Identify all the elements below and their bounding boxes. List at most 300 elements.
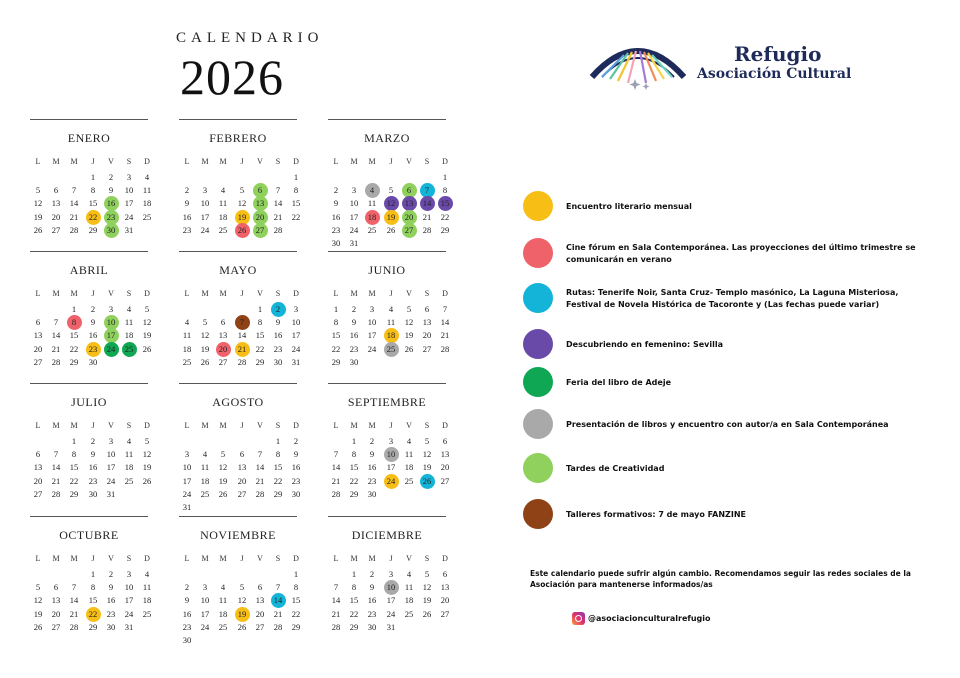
- day-cell: 25: [404, 475, 414, 486]
- day-cell: 7: [234, 316, 250, 329]
- day-cell: 12: [33, 198, 43, 209]
- day-cell: 28: [273, 224, 283, 235]
- day-cell: 24: [182, 488, 192, 499]
- weekday-label: M: [368, 421, 376, 430]
- day-cell: 24: [383, 475, 399, 488]
- legend-color-dot: [523, 453, 553, 483]
- weekday-label: M: [52, 554, 60, 563]
- day-cell: 18: [404, 595, 414, 606]
- weekday-label: S: [424, 421, 430, 430]
- weekday-label: M: [219, 289, 227, 298]
- day-cell: 18: [383, 329, 399, 342]
- weekday-header: [328, 157, 446, 169]
- weekday-label: S: [424, 554, 430, 563]
- legend-color-dot: [523, 499, 553, 529]
- day-cell: 23: [88, 475, 98, 486]
- day-cell: 29: [440, 224, 450, 235]
- day-cell: 20: [440, 595, 450, 606]
- weekday-label: L: [184, 554, 190, 563]
- day-cell: 9: [351, 317, 357, 328]
- day-cell: 2: [90, 436, 96, 446]
- day-cell: 3: [126, 569, 132, 579]
- legend-color-dot: [523, 367, 553, 397]
- day-cell: 3: [351, 185, 357, 196]
- day-cell: 13: [440, 449, 450, 460]
- day-cell: 1: [257, 304, 263, 314]
- day-cell: 26: [237, 621, 247, 632]
- day-cell: 14: [273, 198, 283, 209]
- day-cell: 21: [331, 475, 341, 486]
- day-cell: 24: [124, 608, 134, 619]
- day-cell: 20: [237, 475, 247, 486]
- day-cell: 27: [440, 475, 450, 486]
- day-cell: 16: [349, 330, 359, 341]
- weekday-label: J: [91, 289, 95, 298]
- day-cell: 17: [106, 462, 116, 473]
- weekday-label: V: [108, 157, 114, 166]
- weekday-label: V: [257, 421, 263, 430]
- day-cell: 22: [291, 608, 301, 619]
- legend-item: [523, 238, 923, 270]
- day-cell: 21: [234, 343, 250, 356]
- day-cell: 30: [367, 621, 377, 632]
- day-cell: 20: [33, 343, 43, 354]
- day-cell: 11: [124, 317, 134, 328]
- day-cell: 25: [142, 608, 152, 619]
- weekday-label: J: [240, 157, 244, 166]
- day-cell: 20: [255, 608, 265, 619]
- day-cell: 9: [184, 595, 190, 606]
- month-name: OCTUBRE: [59, 528, 119, 542]
- day-cell: 15: [88, 595, 98, 606]
- weekday-label: D: [293, 289, 299, 298]
- day-cell: 22: [349, 475, 359, 486]
- day-cell: 16: [367, 462, 377, 473]
- weekday-label: M: [219, 421, 227, 430]
- day-cell: 31: [182, 502, 192, 512]
- day-cell: 4: [388, 304, 394, 314]
- day-cell: 6: [220, 317, 226, 328]
- day-cell: 11: [142, 582, 152, 593]
- day-cell: 28: [422, 224, 432, 235]
- day-cell: 16: [367, 595, 377, 606]
- weekday-header: [328, 289, 446, 301]
- weekday-label: S: [275, 421, 281, 430]
- day-cell: 11: [182, 330, 192, 341]
- day-cell: 18: [218, 608, 228, 619]
- day-cell: 10: [106, 449, 116, 460]
- day-cell: 23: [182, 224, 192, 235]
- weekday-label: V: [108, 421, 114, 430]
- day-cell: 15: [291, 595, 301, 606]
- legend-text: Encuentro literario mensual: [566, 202, 692, 211]
- day-cell: 19: [422, 462, 432, 473]
- day-cell: 5: [35, 582, 41, 593]
- day-cell: 31: [386, 621, 396, 632]
- day-cell: 18: [218, 211, 228, 222]
- day-cell: 21: [51, 475, 61, 486]
- day-cell: 21: [440, 330, 450, 341]
- day-cell: 10: [291, 317, 301, 328]
- day-cell: 20: [33, 475, 43, 486]
- day-cell: 16: [106, 595, 116, 606]
- weekday-label: V: [257, 289, 263, 298]
- day-cell: 14: [440, 317, 450, 328]
- day-cell: 5: [424, 436, 430, 446]
- day-cell: 12: [237, 198, 247, 209]
- day-cell: 28: [255, 488, 265, 499]
- day-cell: 26: [422, 608, 432, 619]
- weekday-label: S: [424, 157, 430, 166]
- day-cell: 31: [349, 238, 359, 248]
- weekday-label: M: [70, 421, 78, 430]
- day-cell: 6: [442, 569, 448, 579]
- day-cell: 24: [200, 621, 210, 632]
- day-cell: 16: [182, 608, 192, 619]
- day-cell: 27: [252, 224, 268, 237]
- weekday-header: [328, 421, 446, 433]
- day-cell: 27: [218, 356, 228, 367]
- day-cell: 3: [369, 304, 375, 314]
- day-cell: 28: [69, 224, 79, 235]
- day-cell: 14: [331, 462, 341, 473]
- day-cell: 15: [69, 462, 79, 473]
- day-cell: 5: [406, 304, 412, 314]
- day-cell: 8: [71, 449, 77, 460]
- day-cell: 22: [69, 475, 79, 486]
- day-cell: 13: [401, 197, 417, 210]
- day-cell: 17: [291, 330, 301, 341]
- day-cell: 13: [33, 462, 43, 473]
- day-cell: 21: [69, 608, 79, 619]
- legend-text: Talleres formativos: 7 de mayo FANZINE: [566, 510, 746, 519]
- day-cell: 12: [142, 317, 152, 328]
- day-cell: 19: [200, 343, 210, 354]
- day-cell: 5: [35, 185, 41, 196]
- day-cell: 15: [349, 462, 359, 473]
- day-cell: 26: [200, 356, 210, 367]
- weekday-label: J: [240, 289, 244, 298]
- day-cell: 31: [124, 621, 134, 632]
- day-cell: 19: [383, 211, 399, 224]
- day-cell: 6: [442, 436, 448, 446]
- day-cell: 28: [51, 356, 61, 367]
- day-cell: 27: [401, 224, 417, 237]
- day-cell: 9: [293, 449, 299, 460]
- day-cell: 19: [234, 211, 250, 224]
- day-cell: 2: [369, 569, 375, 579]
- month-divider: [179, 119, 297, 120]
- weekday-label: D: [144, 554, 150, 563]
- day-cell: 3: [388, 436, 394, 446]
- legend-text: Tardes de Creatividad: [566, 464, 665, 473]
- day-cell: 4: [184, 317, 190, 328]
- weekday-label: S: [275, 554, 281, 563]
- calendar-title: CALENDARIO: [176, 30, 324, 46]
- month-name: ABRIL: [69, 263, 109, 277]
- day-cell: 1: [442, 172, 448, 182]
- day-cell: 3: [126, 172, 132, 182]
- day-cell: 16: [88, 330, 98, 341]
- weekday-label: M: [201, 289, 209, 298]
- month-name: JULIO: [71, 395, 107, 409]
- legend-color-dot: [523, 283, 553, 313]
- weekday-label: L: [35, 289, 41, 298]
- weekday-label: V: [257, 554, 263, 563]
- disclaimer-note: Este calendario puede sufrir algún cambio. Recomendamos seguir las redes sociales de la Asociación para mantenerse informados/as: [530, 569, 911, 589]
- weekday-label: L: [184, 289, 190, 298]
- day-cell: 10: [367, 317, 377, 328]
- day-cell: 4: [364, 184, 380, 197]
- day-cell: 29: [273, 488, 283, 499]
- day-cell: 13: [252, 197, 268, 210]
- day-cell: 17: [182, 475, 192, 486]
- day-cell: 30: [88, 356, 98, 367]
- day-cell: 4: [220, 582, 226, 593]
- weekday-label: M: [52, 421, 60, 430]
- day-cell: 8: [293, 185, 299, 196]
- day-cell: 12: [404, 317, 414, 328]
- day-cell: 6: [35, 317, 41, 328]
- day-cell: 13: [440, 582, 450, 593]
- day-cell: 3: [108, 304, 114, 314]
- day-cell: 1: [293, 569, 299, 579]
- weekday-label: V: [108, 554, 114, 563]
- day-cell: 18: [142, 595, 152, 606]
- day-cell: 4: [126, 304, 132, 314]
- weekday-label: V: [406, 421, 412, 430]
- weekday-label: V: [257, 157, 263, 166]
- legend-item: [523, 367, 923, 399]
- weekday-label: V: [406, 157, 412, 166]
- legend-text: Feria del libro de Adeje: [566, 378, 672, 387]
- day-cell: 26: [33, 621, 43, 632]
- day-cell: 18: [124, 330, 134, 341]
- day-cell: 6: [252, 184, 268, 197]
- legend-text: Cine fórum en Sala Contemporánea. Las proyecciones del último trimestre se comunicarán en verano: [566, 243, 916, 264]
- day-cell: 17: [124, 198, 134, 209]
- legend-item: [523, 409, 923, 441]
- weekday-label: M: [201, 421, 209, 430]
- day-cell: 23: [331, 224, 341, 235]
- weekday-label: S: [275, 157, 281, 166]
- day-cell: 2: [351, 304, 357, 314]
- day-cell: 30: [349, 356, 359, 367]
- day-cell: 3: [108, 436, 114, 446]
- day-cell: 7: [275, 185, 281, 196]
- month-name: SEPTIEMBRE: [347, 395, 427, 409]
- month-divider: [30, 383, 148, 384]
- day-cell: 11: [404, 449, 414, 460]
- weekday-header: [179, 289, 297, 301]
- day-cell: 1: [351, 569, 357, 579]
- day-cell: 25: [218, 224, 228, 235]
- month-divider: [30, 516, 148, 517]
- legend-color-dot: [523, 329, 553, 359]
- day-cell: 12: [142, 449, 152, 460]
- day-cell: 29: [349, 621, 359, 632]
- day-cell: 24: [386, 608, 396, 619]
- day-cell: 28: [440, 343, 450, 354]
- day-cell: 17: [200, 608, 210, 619]
- legend-text: Rutas: Tenerife Noir, Santa Cruz- Templo masónico, La Laguna Misteriosa, Festival de Novela Histórica de Tacoronte y (Las fechas puede variar): [566, 288, 899, 309]
- day-cell: 16: [103, 197, 119, 210]
- day-cell: 2: [184, 582, 190, 593]
- day-cell: 17: [349, 211, 359, 222]
- day-cell: 8: [90, 185, 96, 196]
- day-cell: 29: [69, 488, 79, 499]
- day-cell: 24: [200, 224, 210, 235]
- day-cell: 9: [108, 582, 114, 593]
- month-divider: [179, 383, 297, 384]
- day-cell: 11: [124, 449, 134, 460]
- day-cell: 17: [103, 329, 119, 342]
- weekday-header: [30, 289, 148, 301]
- month-divider: [179, 516, 297, 517]
- month-divider: [30, 251, 148, 252]
- day-cell: 19: [33, 608, 43, 619]
- day-cell: 11: [386, 317, 396, 328]
- day-cell: 2: [270, 303, 286, 316]
- day-cell: 3: [293, 304, 299, 314]
- day-cell: 8: [351, 449, 357, 460]
- day-cell: 31: [291, 356, 301, 367]
- day-cell: 28: [69, 621, 79, 632]
- day-cell: 20: [422, 330, 432, 341]
- day-cell: 21: [422, 211, 432, 222]
- weekday-label: D: [442, 554, 448, 563]
- day-cell: 9: [333, 198, 339, 209]
- day-cell: 22: [291, 211, 301, 222]
- day-cell: 5: [424, 569, 430, 579]
- day-cell: 27: [51, 224, 61, 235]
- day-cell: 28: [237, 356, 247, 367]
- day-cell: 12: [218, 462, 228, 473]
- day-cell: 5: [144, 304, 150, 314]
- legend-color-dot: [523, 238, 553, 268]
- weekday-label: D: [442, 289, 448, 298]
- day-cell: 1: [90, 172, 96, 182]
- day-cell: 26: [218, 488, 228, 499]
- day-cell: 8: [351, 582, 357, 593]
- day-cell: 19: [33, 211, 43, 222]
- weekday-label: D: [144, 157, 150, 166]
- weekday-header: [328, 554, 446, 566]
- day-cell: 3: [388, 569, 394, 579]
- day-cell: 3: [184, 449, 190, 460]
- day-cell: 13: [255, 595, 265, 606]
- instagram-handle: @asociacionculturalrefugio: [588, 614, 711, 623]
- day-cell: 15: [273, 462, 283, 473]
- day-cell: 25: [367, 224, 377, 235]
- weekday-label: V: [406, 554, 412, 563]
- day-cell: 26: [142, 475, 152, 486]
- day-cell: 30: [291, 488, 301, 499]
- day-cell: 21: [273, 608, 283, 619]
- weekday-label: L: [333, 554, 339, 563]
- day-cell: 15: [255, 330, 265, 341]
- day-cell: 7: [333, 449, 339, 460]
- day-cell: 2: [108, 172, 114, 182]
- weekday-label: J: [91, 421, 95, 430]
- month-divider: [179, 251, 297, 252]
- day-cell: 3: [202, 185, 208, 196]
- day-cell: 15: [349, 595, 359, 606]
- day-cell: 6: [401, 184, 417, 197]
- weekday-label: S: [126, 157, 132, 166]
- day-cell: 27: [440, 608, 450, 619]
- day-cell: 7: [275, 582, 281, 593]
- day-cell: 29: [331, 356, 341, 367]
- day-cell: 1: [351, 436, 357, 446]
- day-cell: 22: [85, 608, 101, 621]
- month-name: MARZO: [364, 131, 410, 145]
- day-cell: 5: [144, 436, 150, 446]
- day-cell: 7: [71, 582, 77, 593]
- day-cell: 22: [273, 475, 283, 486]
- day-cell: 25: [124, 475, 134, 486]
- weekday-label: S: [424, 289, 430, 298]
- month-name: DICIEMBRE: [351, 528, 423, 542]
- day-cell: 27: [255, 621, 265, 632]
- day-cell: 1: [71, 436, 77, 446]
- day-cell: 14: [419, 197, 435, 210]
- day-cell: 5: [220, 449, 226, 460]
- day-cell: 4: [406, 436, 412, 446]
- day-cell: 19: [142, 330, 152, 341]
- legend-color-dot: [523, 191, 553, 221]
- day-cell: 1: [333, 304, 339, 314]
- day-cell: 1: [293, 172, 299, 182]
- legend-text: Descubriendo en femenino: Sevilla: [566, 340, 724, 349]
- day-cell: 14: [237, 330, 247, 341]
- day-cell: 7: [53, 317, 59, 328]
- day-cell: 7: [71, 185, 77, 196]
- day-cell: 17: [367, 330, 377, 341]
- weekday-header: [30, 421, 148, 433]
- day-cell: 18: [200, 475, 210, 486]
- day-cell: 24: [106, 475, 116, 486]
- day-cell: 15: [88, 198, 98, 209]
- weekday-label: D: [144, 289, 150, 298]
- day-cell: 22: [349, 608, 359, 619]
- day-cell: 29: [88, 224, 98, 235]
- day-cell: 29: [88, 621, 98, 632]
- day-cell: 9: [369, 582, 375, 593]
- month-name: MAYO: [219, 263, 257, 277]
- day-cell: 16: [331, 211, 341, 222]
- weekday-label: J: [240, 554, 244, 563]
- month-name: FEBRERO: [209, 131, 267, 145]
- day-cell: 14: [69, 198, 79, 209]
- day-cell: 5: [239, 185, 245, 196]
- day-cell: 2: [369, 436, 375, 446]
- month-divider: [328, 251, 446, 252]
- weekday-label: L: [35, 157, 41, 166]
- day-cell: 2: [184, 185, 190, 196]
- day-cell: 30: [106, 621, 116, 632]
- weekday-label: V: [108, 289, 114, 298]
- day-cell: 6: [53, 582, 59, 593]
- day-cell: 10: [349, 198, 359, 209]
- weekday-label: M: [52, 157, 60, 166]
- day-cell: 24: [124, 211, 134, 222]
- day-cell: 16: [273, 330, 283, 341]
- day-cell: 20: [252, 211, 268, 224]
- day-cell: 12: [422, 582, 432, 593]
- day-cell: 4: [126, 436, 132, 446]
- day-cell: 9: [369, 449, 375, 460]
